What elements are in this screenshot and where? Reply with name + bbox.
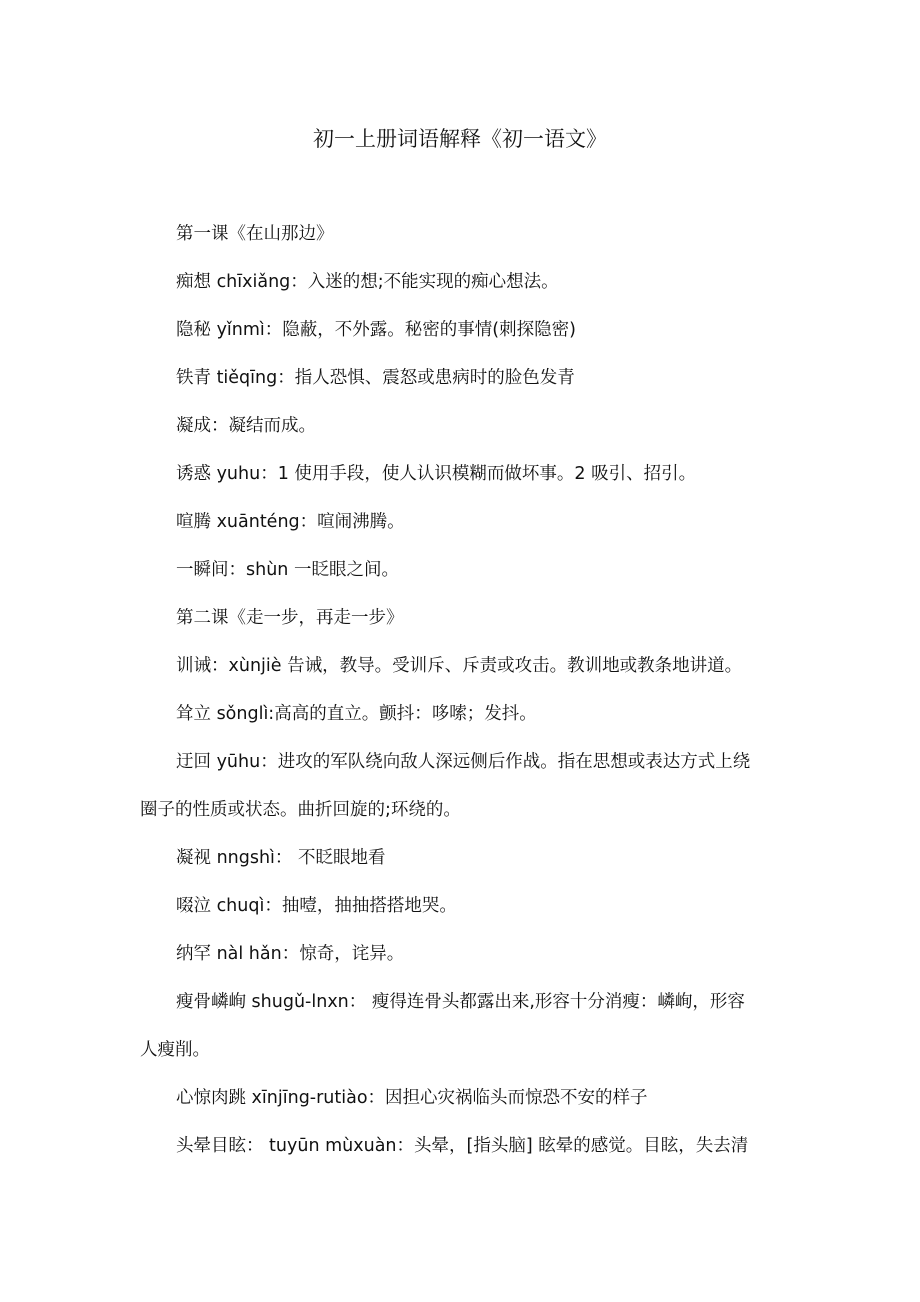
vocab-entry: 铁青 tiěqīng：指人恐惧、震怒或患病时的脸色发青 — [176, 368, 575, 388]
vocab-entry: 一瞬间：shùn 一眨眼之间。 — [176, 560, 399, 580]
vocab-entry: 训诫：xùnjiè 告诫，教导。受训斥、斥责或攻击。教训地或教条地讲道。 — [176, 656, 743, 676]
vocab-entry: 啜泣 chuqì：抽噎，抽抽搭搭地哭。 — [176, 896, 457, 916]
document-title: 初一上册词语解释《初一语文》 — [313, 127, 607, 151]
vocab-entry: 痴想 chīxiǎng：入迷的想;不能实现的痴心想法。 — [176, 272, 559, 292]
vocab-entry: 凝视 nngshì： 不眨眼地看 — [176, 848, 386, 868]
vocab-entry: 纳罕 nàl hǎn：惊奇，诧异。 — [176, 944, 405, 964]
vocab-entry-continuation: 圈子的性质或状态。曲折回旋的;环绕的。 — [140, 800, 461, 820]
vocab-entry: 心惊肉跳 xīnjīng-rutiào：因担心灾祸临头而惊恐不安的样子 — [176, 1088, 648, 1108]
vocab-entry: 耸立 sǒnglì:高高的直立。颤抖：哆嗦；发抖。 — [176, 704, 537, 724]
vocab-entry: 迂回 yūhu：进攻的军队绕向敌人深远侧后作战。指在思想或表达方式上绕 — [176, 752, 751, 772]
lesson-heading: 第二课《走一步，再走一步》 — [176, 608, 404, 628]
vocab-entry: 隐秘 yǐnmì：隐蔽，不外露。秘密的事情(刺探隐密) — [176, 320, 576, 340]
vocab-entry: 头晕目眩： tuyūn mùxuàn：头晕，[指头脑] 眩晕的感觉。目眩，失去清 — [176, 1136, 749, 1156]
document-body — [140, 220, 800, 1180]
lesson-heading: 第一课《在山那边》 — [176, 224, 334, 244]
vocab-entry: 瘦骨嶙峋 shugǔ-lnxn： 瘦得连骨头都露出来,形容十分消瘦：嶙峋，形容 — [176, 992, 745, 1012]
vocab-entry: 诱惑 yuhu：1 使用手段，使人认识模糊而做坏事。2 吸引、招引。 — [176, 464, 697, 484]
vocab-entry: 凝成：凝结而成。 — [176, 416, 316, 436]
vocab-entry: 喧腾 xuānténg：喧闹沸腾。 — [176, 512, 405, 532]
vocab-entry-continuation: 人瘦削。 — [140, 1040, 210, 1060]
